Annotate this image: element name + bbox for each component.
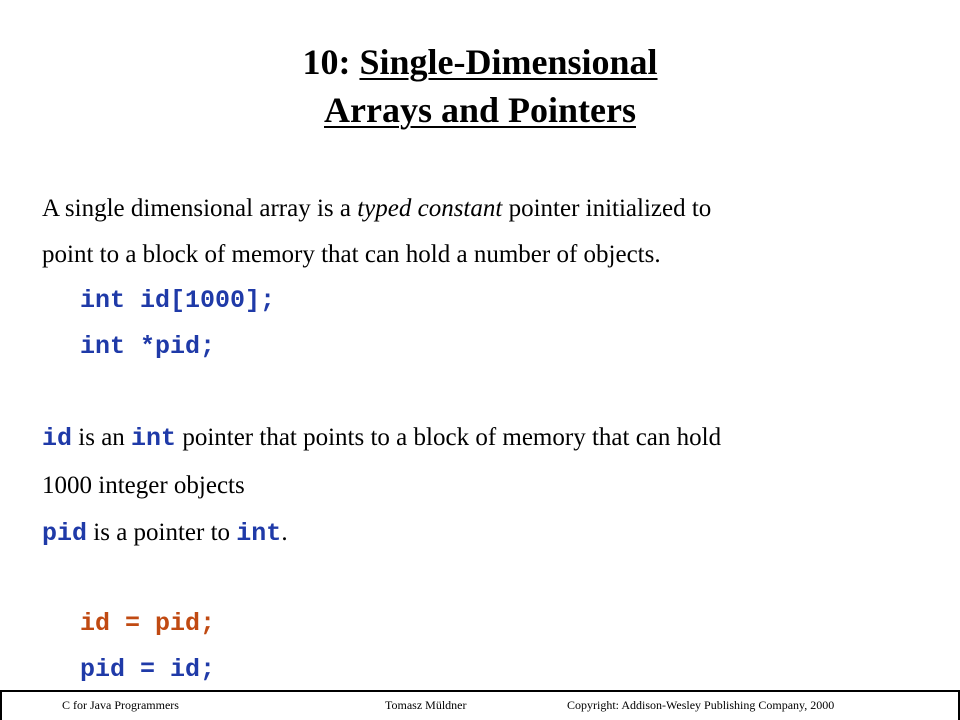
intro-line-2: point to a block of memory that can hold a number of objects. bbox=[42, 241, 661, 268]
code-declaration-pointer: int *pid; bbox=[80, 332, 216, 361]
code-assignment-1: id = pid; bbox=[80, 609, 216, 638]
intro-emphasis: typed constant bbox=[357, 195, 503, 222]
footer-center: Tomasz Müldner bbox=[385, 698, 467, 712]
code-declaration-array: int id[1000]; bbox=[80, 286, 276, 315]
explanation-text-2: pointer that points to a block of memory that can hold bbox=[176, 424, 722, 451]
title-text-1: Single-Dimensional bbox=[359, 42, 658, 82]
intro-line-1 bbox=[42, 195, 711, 223]
title-text-2: Arrays and Pointers bbox=[324, 90, 636, 130]
code-assignment-2: pid = id; bbox=[80, 655, 216, 684]
explanation-period: . bbox=[281, 519, 288, 546]
explanation-line-1 bbox=[42, 424, 721, 453]
title-number: 10: bbox=[302, 42, 360, 82]
explanation-line-2: 1000 integer objects bbox=[42, 472, 245, 499]
title-line-2 bbox=[0, 86, 960, 134]
explanation-line-3 bbox=[42, 519, 288, 548]
intro-text-2: pointer initialized to bbox=[502, 195, 712, 222]
footer-divider bbox=[0, 690, 960, 692]
keyword-int: int bbox=[131, 424, 177, 453]
title-line-1 bbox=[0, 38, 960, 86]
keyword-pid: pid bbox=[42, 519, 88, 548]
intro-text-1: A single dimensional array is a bbox=[42, 195, 358, 222]
explanation-text-1: is an bbox=[72, 424, 132, 451]
footer-border-left bbox=[0, 690, 2, 720]
keyword-id: id bbox=[42, 424, 73, 453]
footer-right: Copyright: Addison-Wesley Publishing Company, 2000 bbox=[567, 698, 835, 712]
footer-left: C for Java Programmers bbox=[62, 698, 179, 712]
slide-title bbox=[0, 38, 960, 134]
keyword-int-2: int bbox=[236, 519, 282, 548]
explanation-text-3: is a pointer to bbox=[87, 519, 237, 546]
